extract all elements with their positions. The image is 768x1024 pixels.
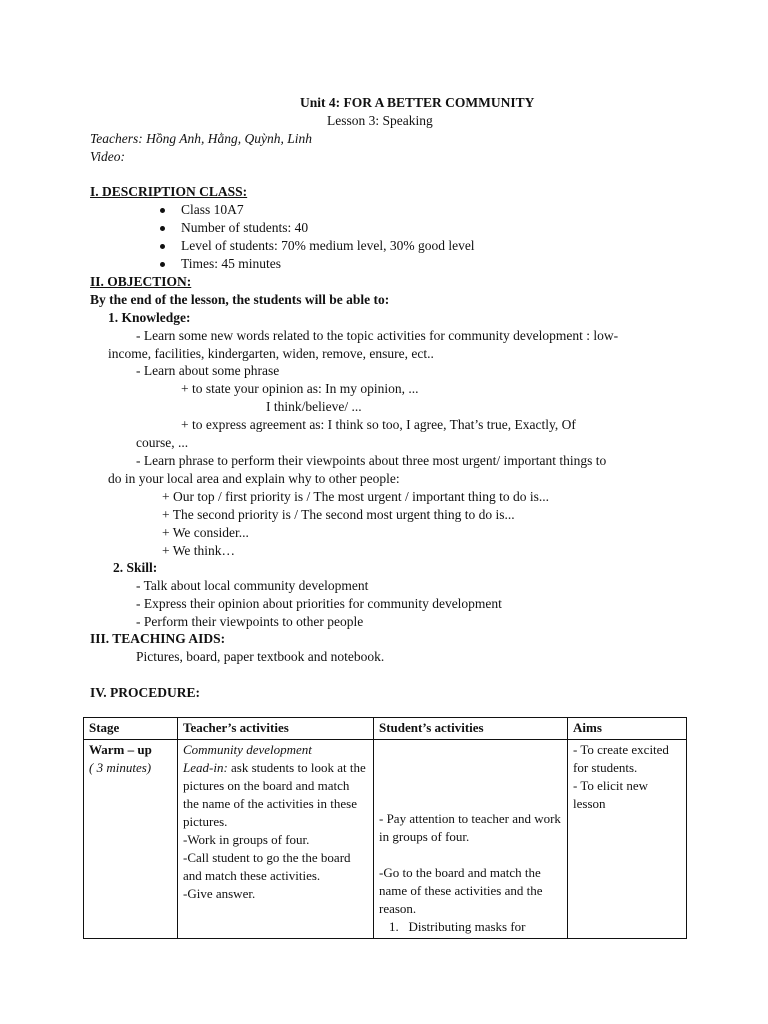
skill-line: - Perform their viewpoints to other people (136, 614, 364, 629)
knowledge-line: + We think… (162, 543, 236, 558)
column-header-aims: Aims (568, 718, 687, 740)
procedure-table (83, 717, 687, 939)
student-cell (374, 740, 568, 939)
stage-name: Warm – up (89, 742, 152, 757)
list-item: Number of students: 40 (181, 220, 309, 235)
teacher-cell (178, 740, 374, 939)
table-row (84, 740, 687, 939)
student-activity: -Go to the board and match the name of these activities and the reason. (379, 865, 543, 916)
student-numbered-item (379, 918, 562, 936)
teacher-activity-title: Community development (183, 742, 312, 757)
list-item: Level of students: 70% medium level, 30% good level (181, 238, 475, 253)
table-header-row (84, 718, 687, 740)
stage-cell (84, 740, 178, 939)
knowledge-line: + We consider... (162, 525, 249, 540)
leadin-label: Lead-in: (183, 760, 228, 775)
knowledge-line: + Our top / first priority is / The most urgent / important thing to do is... (162, 489, 549, 504)
bullet-icon (160, 262, 165, 267)
knowledge-line: - Learn some new words related to the topic activities for community development : low- (136, 328, 619, 343)
knowledge-line: - Learn phrase to perform their viewpoints about three most urgent/ important things to (136, 453, 607, 468)
item-number: 1. (389, 919, 399, 934)
stage-time: ( 3 minutes) (89, 760, 152, 775)
skill-line: - Express their opinion about priorities for community development (136, 596, 502, 611)
skill-heading: 2. Skill: (113, 560, 158, 575)
lesson-title: Lesson 3: Speaking (327, 113, 433, 128)
objection-heading: II. OBJECTION: (90, 274, 192, 289)
knowledge-line: do in your local area and explain why to other people: (108, 471, 400, 486)
description-heading: I. DESCRIPTION CLASS: (90, 184, 248, 199)
bullet-icon (160, 226, 165, 231)
column-header-stage: Stage (84, 718, 178, 740)
bullet-icon (160, 208, 165, 213)
aim: - To create excited for students. (573, 742, 669, 775)
teacher-leadin (183, 759, 368, 831)
teacher-activity: -Call student to go the the board and match these activities. (183, 850, 351, 883)
list-item: Times: 45 minutes (181, 256, 282, 271)
aim: - To elicit new lesson (573, 778, 649, 811)
video-line: Video: (90, 149, 125, 164)
knowledge-heading: 1. Knowledge: (108, 310, 191, 325)
teacher-activity: -Work in groups of four. (183, 832, 310, 847)
item-text: Distributing masks for (408, 919, 526, 934)
list-item: Class 10A7 (181, 202, 244, 217)
unit-title: Unit 4: FOR A BETTER COMMUNITY (300, 95, 535, 110)
knowledge-line: + The second priority is / The second most urgent thing to do is... (162, 507, 515, 522)
knowledge-line: + to express agreement as: I think so too, I agree, That’s true, Exactly, Of (181, 417, 576, 432)
bullet-icon (160, 244, 165, 249)
student-activity: - Pay attention to teacher and work in groups of four. (379, 811, 561, 844)
objection-intro: By the end of the lesson, the students will be able to: (90, 292, 390, 307)
teaching-aids-heading: III. TEACHING AIDS: (90, 631, 226, 646)
knowledge-line: income, facilities, kindergarten, widen, remove, ensure, ect.. (108, 346, 434, 361)
leadin-text: ask students to look at the pictures on the board and match the name of the activities in these pictures. (183, 760, 366, 829)
spacer (379, 846, 562, 864)
teaching-aids-text: Pictures, board, paper textbook and notebook. (136, 649, 385, 664)
column-header-teacher: Teacher’s activities (178, 718, 374, 740)
column-header-student: Student’s activities (374, 718, 568, 740)
knowledge-line: + to state your opinion as: In my opinion, ... (181, 381, 419, 396)
aims-cell (568, 740, 687, 939)
teachers-line: Teachers: Hồng Anh, Hằng, Quỳnh, Linh (90, 131, 312, 146)
knowledge-line: I think/believe/ ... (266, 399, 362, 414)
skill-line: - Talk about local community development (136, 578, 369, 593)
knowledge-line: - Learn about some phrase (136, 363, 280, 378)
teacher-activity: -Give answer. (183, 886, 256, 901)
procedure-heading: IV. PROCEDURE: (90, 685, 201, 700)
knowledge-line: course, ... (136, 435, 189, 450)
